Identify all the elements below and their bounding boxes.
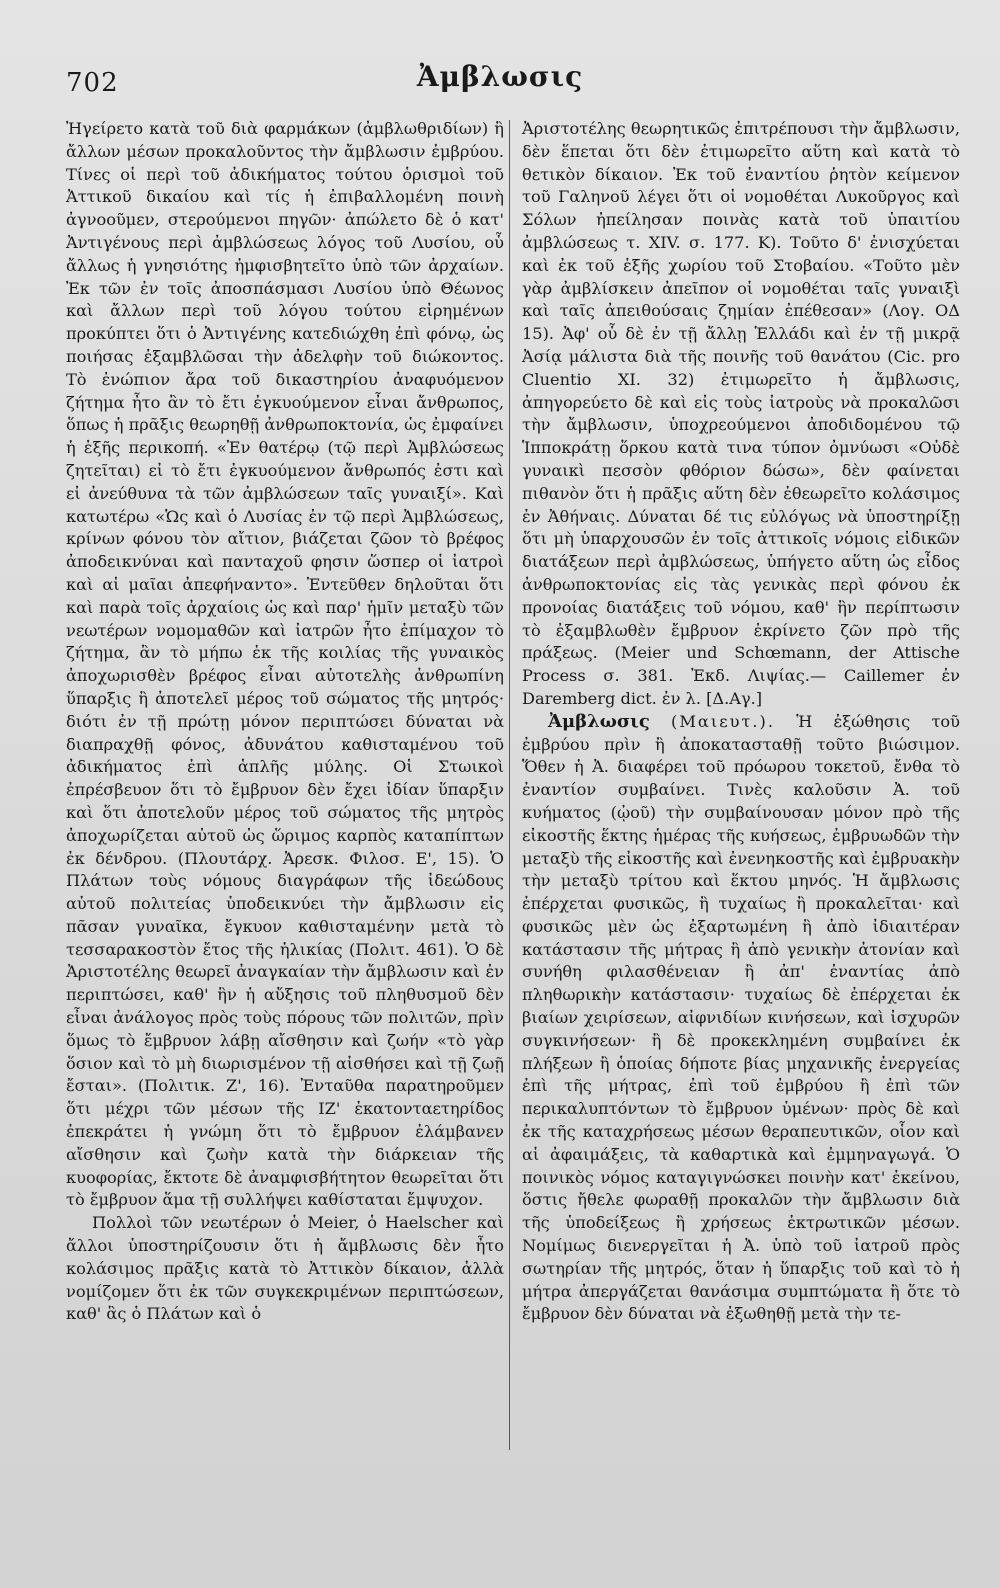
entry-field-tag: (Μαιευτ.). [671,711,775,731]
entry-headword: Ἀμβλωσις [548,710,650,732]
right-column [522,118,960,1326]
running-head: Ἀμβλωσις [416,60,584,93]
page-number: 702 [66,68,119,98]
left-paragraph-1: Ἠγείρετο κατὰ τοῦ διὰ φαρμάκων (ἀμβλωθριδίων) ἢ ἄλλων μέσων προκαλοῦντος τὴν ἄμβλωσιν ἐμβρύου. Τίνες οἱ περὶ τοῦ ἀδικήματος τούτου ὁρισμοὶ τοῦ Ἀττικοῦ δικαίου καὶ τίς ἡ ἐπιβαλλομένη ποινὴ ἀγνοοῦμεν, στερούμενοι πηγῶν· ἀπώλετο δὲ ὁ κατ' Ἀντιγένους περὶ ἀμβλώσεως λόγος τοῦ Λυσίου, οὗ ἄλλως ἡ γνησιότης ἠμφισβητεῖτο ὑπὸ τῶν ἀρχαίων. Ἐκ τῶν ἐν τοῖς ἀποσπάσμασι Λυσίου ὑπὸ Θέωνος καὶ ἄλλων περὶ τοῦ λόγου τούτου εἰρημένων προκύπτει ὅτι ὁ Ἀντιγένης κατεδιώχθη ἐπὶ φόνῳ, ὡς ποιήσας ἐξαμβλῶσαι τὴν ἀδελφὴν τοῦ διώκοντος. Τὸ ἐνώπιον ἄρα τοῦ δικαστηρίου ἀναφυόμενον ζήτημα ἦτο ἂν τὸ ἔτι ἐγκυούμενον εἶναι ἄνθρωπος, ὅπως ἡ πρᾶξις θεωρηθῇ ἀνθρωποκτονία, ὡς ἐμφαίνει ἡ ἑξῆς περικοπή. «Ἐν θατέρῳ (τῷ περὶ Ἀμβλώσεως ζητεῖται) εἰ τὸ ἔτι ἐγκυούμενον ἄνθρωπός ἐστι καὶ εἰ ἀνεύθυνα τὰ τῶν ἀμβλώσεων ταῖς γυναιξί». Καὶ κατωτέρω «Ὡς καὶ ὁ Λυσίας ἐν τῷ περὶ Ἀμβλώσεως, κρίνων φόνου τὸν αἴτιον, βιάζεται ζῶον τὸ βρέφος ἀποδεικνύναι καὶ πανταχοῦ φησιν ὥσπερ οἱ ἰατροὶ καὶ αἱ μαῖαι ἀπεφήναντο». Ἐντεῦθεν δηλοῦται ὅτι καὶ παρὰ τοῖς ἀρχαίοις ὡς καὶ παρ' ἡμῖν μεταξὺ τῶν νεωτέρων νομομαθῶν καὶ ἰατρῶν ἦτο ἐπίμαχον τὸ ζήτημα, ἂν τὸ μήπω ἐκ τῆς κοιλίας τῆς γυναικὸς ἀποχωρισθὲν βρέφος εἶναι αὐτοτελὴς ἀνθρωπίνη ὕπαρξις ἢ ἀποτελεῖ μέρος τοῦ σώματος τῆς μητρός· διότι ἐν τῇ πρώτῃ μόνον περιπτώσει δύναται νὰ διαπραχθῇ φόνος, ἀδυνάτου καθισταμένου τοῦ ἀδικήματος ἐπὶ ἁπλῆς μύλης. Οἱ Στωικοὶ ἐπρέσβευον ὅτι τὸ ἔμβρυον δὲν ἔχει ἰδίαν ὕπαρξιν καὶ ὅτι ἀποτελοῦν μέρος τοῦ σώματος τῆς μητρὸς ἀποχωρίζεται αὐτοῦ ὡς ὥριμος καρπὸς καταπίπτων ἐκ δένδρου. (Πλουτάρχ. Ἀρεσκ. Φιλοσ. Ε', 15). Ὁ Πλάτων τοὺς νόμους διαγράφων τῆς ἰδεώδους αὐτοῦ πολιτείας ὑποδεικνύει τὴν ἄμβλωσιν εἰς πᾶσαν γυναῖκα, ἔγκυον καθισταμένην μετὰ τὸ τεσσαρακοστὸν ἔτος τῆς ἡλικίας (Πολιτ. 461). Ὁ δὲ Ἀριστοτέλης θεωρεῖ ἀναγκαίαν τὴν ἄμβλωσιν καὶ ἐν περιπτώσει, καθ' ἣν ἡ αὔξησις τοῦ πληθυσμοῦ δὲν εἶναι ἀνάλογος πρὸς τοὺς πόρους τῶν πολιτῶν, πρὶν ὅμως τὸ ἔμβρυον λάβῃ αἴσθησιν καὶ ζωήν «τὸ γὰρ ὅσιον καὶ τὸ μὴ διωρισμένον τῇ αἰσθήσει καὶ τῇ ζωῇ ἔσται». (Πολιτικ. Ζ', 16). Ἐνταῦθα παρατηροῦμεν ὅτι μέχρι τῶν μέσων τῆς ΙΖ' ἑκατονταετηρίδος ἐπεκράτει ἡ γνώμη ὅτι τὸ ἔμβρυον ἐλάμβανεν αἴσθησιν καὶ ζωὴν κατὰ τὴν διάρκειαν τῆς κυοφορίας, ἔκτοτε δὲ ἀναμφισβήτητον θεωρεῖται ὅτι τὸ ἔμβρυον ἅμα τῇ συλλήψει καθίσταται ἔμψυχον. [66,119,504,1210]
right-paragraph-1: Ἀριστοτέλης θεωρητικῶς ἐπιτρέπουσι τὴν ἄμβλωσιν, δὲν ἕπεται ὅτι δὲν ἐτιμωρεῖτο αὕτη καὶ κατὰ τὸ θετικὸν δίκαιον. Ἐκ τοῦ ἐναντίου ῥητὸν κείμενον τοῦ Γαληνοῦ λέγει ὅτι οἱ νομοθέται Λυκοῦργος καὶ Σόλων ἠπείλησαν ποινὰς κατὰ τοῦ ὑπαιτίου ἀμβλώσεως τ. XIV. σ. 177. K). Τοῦτο δ' ἐνισχύεται καὶ ἐκ τοῦ ἑξῆς χωρίου τοῦ Στοβαίου. «Τοῦτο μὲν γὰρ ἀμβλίσκειν ἀπεῖπον οἱ νομοθέται ταῖς γυναιξὶ καὶ ταῖς ἀπειθούσαις ζημίαν ἐπέθεσαν» (Λογ. ΟΔ 15). Ἀφ' οὗ δὲ ἐν τῇ ἄλλῃ Ἑλλάδι καὶ ἐν τῇ μικρᾷ Ἀσίᾳ μάλιστα διὰ τῆς ποινῆς τοῦ θανάτου (Cic. pro Cluentio XI. 32) ἐτιμωρεῖτο ἡ ἄμβλωσις, ἀπηγορεύετο δὲ καὶ εἰς τοὺς ἰατροὺς νὰ προκαλῶσι τὴν ἄμβλωσιν, ὑποχρεούμενοι ἀποδιδομένου τῷ Ἱπποκράτῃ ὅρκου κατὰ τινα τύπον ὀμνύωσι «Οὐδὲ γυναικὶ πεσσὸν φθόριον δώσω», δὲν φαίνεται πιθανὸν ὅτι ἡ πρᾶξις αὕτη δὲν ἐθεωρεῖτο κολάσιμος ἐν Ἀθήναις. Δύναται δέ τις εὐλόγως νὰ ὑποστηρίξῃ ὅτι μὴ ὑπαρχουσῶν ἐν τοῖς ἀττικοῖς νόμοις εἰδικῶν διατάξεων περὶ ἀμβλώσεως, ὑπήγετο αὕτη ὡς εἶδος ἀνθρωποκτονίας εἰς τὰς γενικὰς περὶ φόνου ἐκ προνοίας διατάξεις τοῦ νόμου, καθ' ἣν περίπτωσιν τὸ ἐξαμβλωθὲν ἔμβρυον ἐκρίνετο ζῶν πρὸ τῆς πράξεως. (Meier und Schœmann, der Attische Process σ. 381. Ἐκδ. Λιψίας.— Caillemer ἐν Daremberg dict. ἐν λ. [Δ.Αγ.] [522,119,960,708]
column-divider [509,120,510,1450]
left-column [66,118,504,1326]
entry-paragraph [522,711,960,1327]
entry-body: Ἡ ἐξώθησις τοῦ ἐμβρύου πρὶν ἢ ἀποκατασταθῇ τοῦτο βιώσιμον. Ὅθεν ἡ Ἀ. διαφέρει τοῦ πρόωρου τοκετοῦ, ἔνθα τὸ ἐναντίον συμβαίνει. Τινὲς καλοῦσιν Ἀ. τοῦ κυήματος (ᾠοῦ) τὴν συμβαίνουσαν μόνον πρὸ τῆς εἰκοστῆς ἕκτης ἡμέρας τῆς κυήσεως, ἐμβρυωδῶν τὴν μεταξὺ τῆς εἰκοστῆς καὶ ἐνενηκοστῆς καὶ ἐμβρυακὴν τὴν μεταξὺ τρίτου καὶ ἕκτου μηνός. Ἡ ἄμβλωσις ἐπέρχεται φυσικῶς, ἢ τυχαίως ἢ προκαλεῖται· καὶ φυσικῶς μὲν ὡς ἐξαρτωμένη ἢ ἀπὸ ἰδιαιτέραν κατάστασιν τῆς μήτρας ἢ ἀπὸ γενικὴν ἀτονίαν καὶ συνήθη φιλασθένειαν ἢ ἀπ' ἐναντίας ἀπὸ πληθωρικὴν κατάστασιν· τυχαίως δὲ ἐπέρχεται ἐκ βιαίων χειρίσεων, αἰφνιδίων κινήσεων, καὶ ἰσχυρῶν συγκινήσεων· ἢ δὲ προκεκλημένη συμβαίνει ἐκ πλήξεων ἢ ὁποίας δήποτε βίας μηχανικῆς ἐνεργείας ἐπὶ τῆς μήτρας, ἐπὶ τοῦ ἐμβρύου ἢ ἐπὶ τῶν περικαλυπτόντων τὸ ἔμβρυον ὑμένων· πρὸς δὲ καὶ ἐκ τῆς καταχρήσεως μέσων θεραπευτικῶν, οἷον καὶ αἱ ἀφαιμάξεις, τὰ καθαρτικὰ καὶ ἐμμηναγωγά. Ὁ ποινικὸς νόμος καταγιγνώσκει ποινὴν κατ' ἐκείνου, ὅστις ἤθελε φωραθῇ προκαλῶν τὴν ἄμβλωσιν διὰ τῆς ὑποδείξεως ἢ χρήσεως ἐκτρωτικῶν μέσων. Νομίμως διενεργεῖται ἡ Ἀ. ὑπὸ τοῦ ἰατροῦ πρὸς σωτηρίαν τῆς μητρός, ὅταν ἡ ὕπαρξις τοῦ καὶ τὸ ἡ μήτρα ἀπεργάζεται θανάσιμα συμπτώματα ἢ ὅτε τὸ ἔμβρυον δὲν δύναται νὰ ἐξωθηθῇ μετὰ τὴν τε- [522,711,960,1324]
left-paragraph-2: Πολλοὶ τῶν νεωτέρων ὁ Meier, ὁ Haelscher καὶ ἄλλοι ὑποστηρίζουσιν ὅτι ἡ ἄμβλωσις δὲν ἦτο κολάσιμος πρᾶξις κατὰ τὸ Ἀττικὸν δίκαιον, ἀλλὰ νομίζομεν ὅτι ἐκ τῶν συγκεκριμένων περιπτώσεων, καθ' ἃς ὁ Πλάτων καὶ ὁ [66,1213,504,1324]
